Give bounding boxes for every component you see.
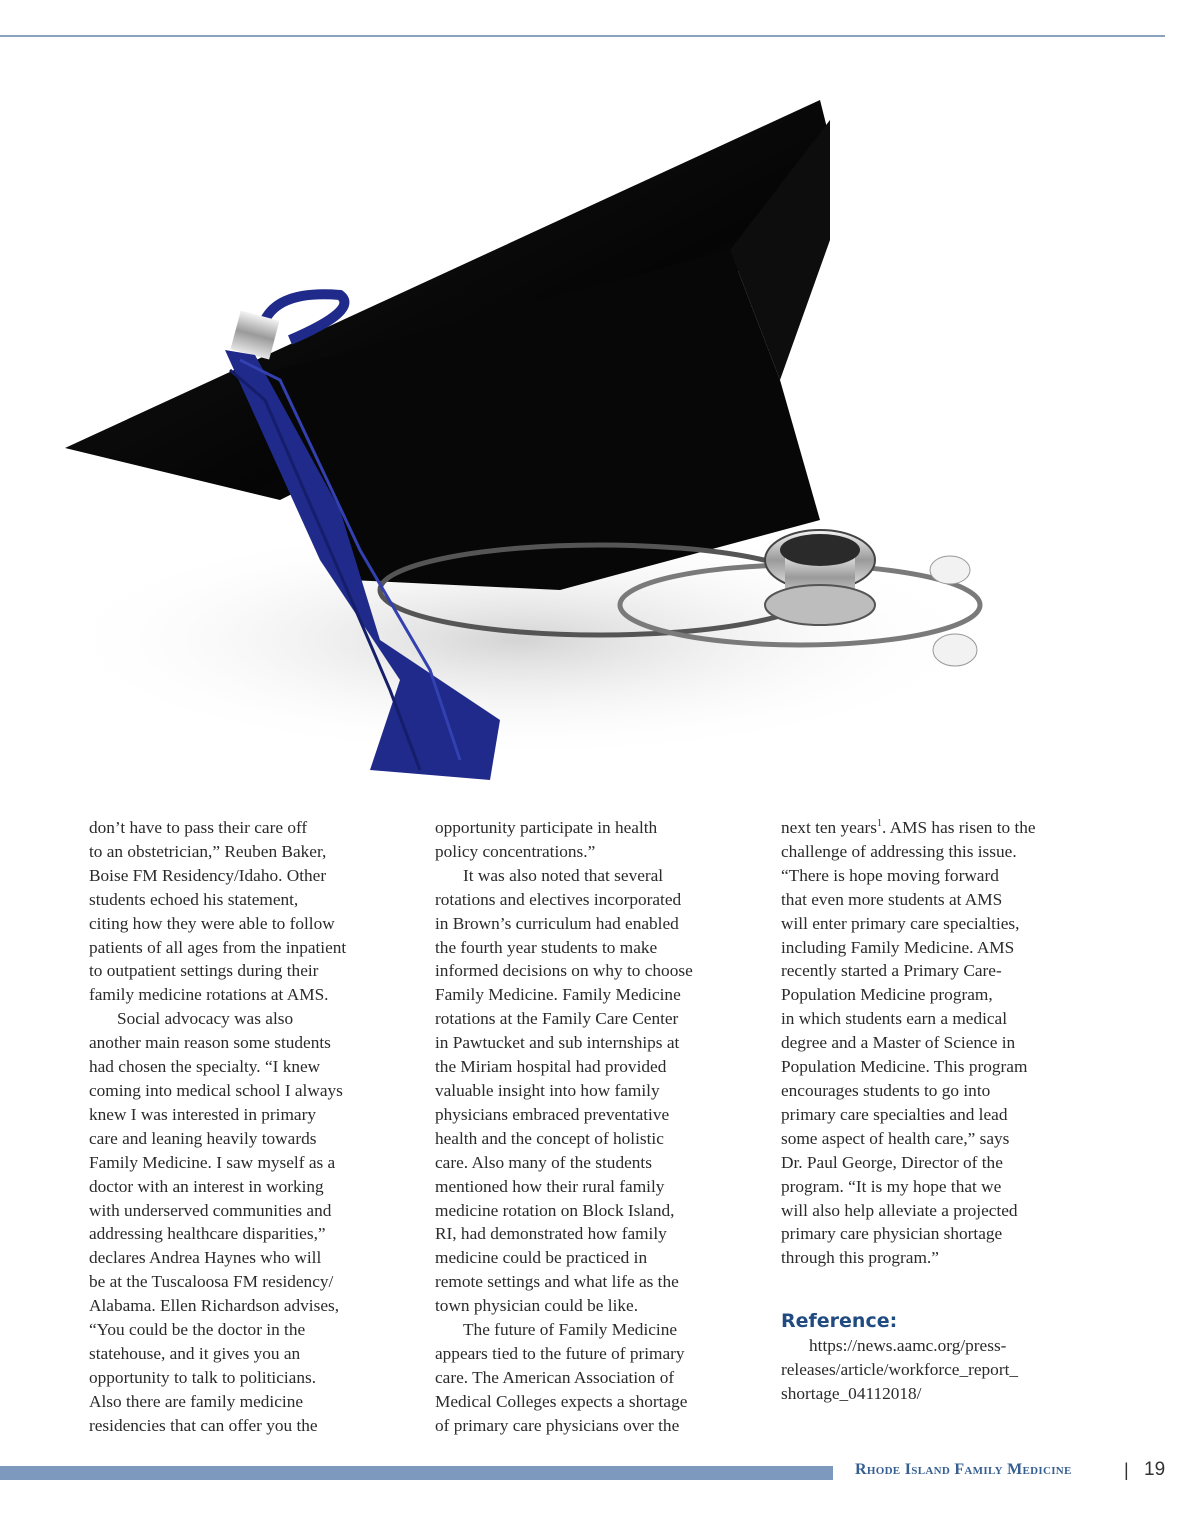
article-line: remote settings and what life as the bbox=[435, 1272, 679, 1292]
article-line: citing how they were able to follow bbox=[89, 913, 335, 933]
article-line: RI, had demonstrated how family bbox=[435, 1224, 667, 1244]
page-number: 19 bbox=[1144, 1459, 1166, 1480]
graduation-cap-stethoscope-photo bbox=[40, 80, 1040, 800]
top-divider bbox=[0, 35, 1165, 37]
article-line: opportunity participate in health bbox=[435, 818, 658, 837]
article-line: students echoed his statement, bbox=[89, 889, 299, 909]
article-line: knew I was interested in primary bbox=[89, 1104, 316, 1124]
article-line: shortage_04112018/ bbox=[781, 1384, 922, 1404]
article-line: residencies that can offer you the bbox=[89, 1415, 318, 1435]
reference-heading: Reference: bbox=[781, 1310, 898, 1333]
article-line: doctor with an interest in working bbox=[89, 1176, 324, 1196]
article-line: to outpatient settings during their bbox=[89, 961, 319, 981]
article-line: will also help alleviate a projected bbox=[781, 1200, 1018, 1220]
article-line: care and leaning heavily towards bbox=[89, 1128, 317, 1148]
article-line: “You could be the doctor in the bbox=[89, 1320, 306, 1340]
article-line: next ten years$^1$. AMS has risen to the bbox=[781, 818, 1036, 837]
article-line: Boise FM Residency/Idaho. Other bbox=[89, 865, 327, 885]
article-line: will enter primary care specialties, bbox=[781, 913, 1020, 933]
article-line: in which students earn a medical bbox=[781, 1009, 1008, 1029]
article-line: health and the concept of holistic bbox=[435, 1128, 664, 1148]
article-line: statehouse, and it gives you an bbox=[89, 1343, 301, 1363]
publication-title: Rhode Island Family Medicine bbox=[855, 1461, 1072, 1478]
article-line: Population Medicine program, bbox=[781, 985, 993, 1005]
article-line: Medical Colleges expects a shortage bbox=[435, 1391, 688, 1411]
article-column-1 bbox=[89, 816, 419, 1438]
article-line: Family Medicine. Family Medicine bbox=[435, 985, 681, 1005]
article-line: mentioned how their rural family bbox=[435, 1176, 665, 1196]
reference-body bbox=[781, 1334, 1111, 1406]
article-line: rotations and electives incorporated bbox=[435, 889, 682, 909]
article-line: another main reason some students bbox=[89, 1033, 331, 1053]
article-line: declares Andrea Haynes who will bbox=[89, 1248, 322, 1268]
article-line: primary care specialties and lead bbox=[781, 1104, 1008, 1124]
article-line: don’t have to pass their care off bbox=[89, 818, 308, 837]
article-line: primary care physician shortage bbox=[781, 1224, 1003, 1244]
article-column-3-body bbox=[781, 840, 1111, 1270]
article-line: be at the Tuscaloosa FM residency/ bbox=[89, 1272, 334, 1292]
article-line: rotations at the Family Care Center bbox=[435, 1009, 679, 1029]
article-line: Social advocacy was also bbox=[117, 1009, 294, 1029]
article-line: care. Also many of the students bbox=[435, 1152, 652, 1172]
article-line: with underserved communities and bbox=[89, 1200, 332, 1220]
article-line: that even more students at AMS bbox=[781, 889, 1003, 909]
article-line: “There is hope moving forward bbox=[781, 865, 999, 885]
article-line: care. The American Association of bbox=[435, 1367, 675, 1387]
article-line: Also there are family medicine bbox=[89, 1391, 304, 1411]
article-line: some aspect of health care,” says bbox=[781, 1128, 1010, 1148]
article-line: policy concentrations.” bbox=[435, 841, 596, 861]
article-line: in Pawtucket and sub internships at bbox=[435, 1033, 680, 1053]
article-line: in Brown’s curriculum had enabled bbox=[435, 913, 679, 933]
article-line: family medicine rotations at AMS. bbox=[89, 985, 329, 1005]
article-line: Alabama. Ellen Richardson advises, bbox=[89, 1296, 340, 1316]
article-line: including Family Medicine. AMS bbox=[781, 937, 1015, 957]
article-line: coming into medical school I always bbox=[89, 1080, 343, 1100]
footnote-marker: 1 bbox=[876, 818, 882, 830]
article-line: the Miriam hospital had provided bbox=[435, 1057, 667, 1077]
article-line: patients of all ages from the inpatient bbox=[89, 937, 347, 957]
article-line: medicine rotation on Block Island, bbox=[435, 1200, 675, 1220]
article-line: https://news.aamc.org/press- bbox=[809, 1336, 1007, 1356]
article-line: opportunity to talk to politicians. bbox=[89, 1367, 317, 1387]
article-line: The future of Family Medicine bbox=[463, 1320, 678, 1340]
article-line: Population Medicine. This program bbox=[781, 1057, 1028, 1077]
article-line: recently started a Primary Care- bbox=[781, 961, 1002, 981]
article-line: physicians embraced preventative bbox=[435, 1104, 670, 1124]
article-line: the fourth year students to make bbox=[435, 937, 658, 957]
article-line: valuable insight into how family bbox=[435, 1080, 660, 1100]
footer-separator: | bbox=[1124, 1460, 1129, 1480]
article-line: town physician could be like. bbox=[435, 1296, 639, 1316]
article-line: degree and a Master of Science in bbox=[781, 1033, 1016, 1053]
article-line: addressing healthcare disparities,” bbox=[89, 1224, 326, 1244]
article-line: Dr. Paul George, Director of the bbox=[781, 1152, 1003, 1172]
article-line: informed decisions on why to choose bbox=[435, 961, 693, 981]
article-line: releases/article/workforce_report_ bbox=[781, 1360, 1019, 1380]
footer-bar bbox=[0, 1466, 833, 1480]
article-line: challenge of addressing this issue. bbox=[781, 841, 1017, 861]
article-line: encourages students to go into bbox=[781, 1080, 991, 1100]
article-line: had chosen the specialty. “I knew bbox=[89, 1057, 321, 1077]
article-line: appears tied to the future of primary bbox=[435, 1343, 685, 1363]
article-column-2 bbox=[435, 816, 765, 1438]
article-line: to an obstetrician,” Reuben Baker, bbox=[89, 841, 327, 861]
article-line: It was also noted that several bbox=[463, 865, 664, 885]
article-line: Family Medicine. I saw myself as a bbox=[89, 1152, 336, 1172]
article-line: of primary care physicians over the bbox=[435, 1415, 680, 1435]
article-line: medicine could be practiced in bbox=[435, 1248, 648, 1268]
article-line: through this program.” bbox=[781, 1248, 939, 1268]
article-column-3 bbox=[781, 816, 1111, 1406]
article-line: program. “It is my hope that we bbox=[781, 1176, 1002, 1196]
